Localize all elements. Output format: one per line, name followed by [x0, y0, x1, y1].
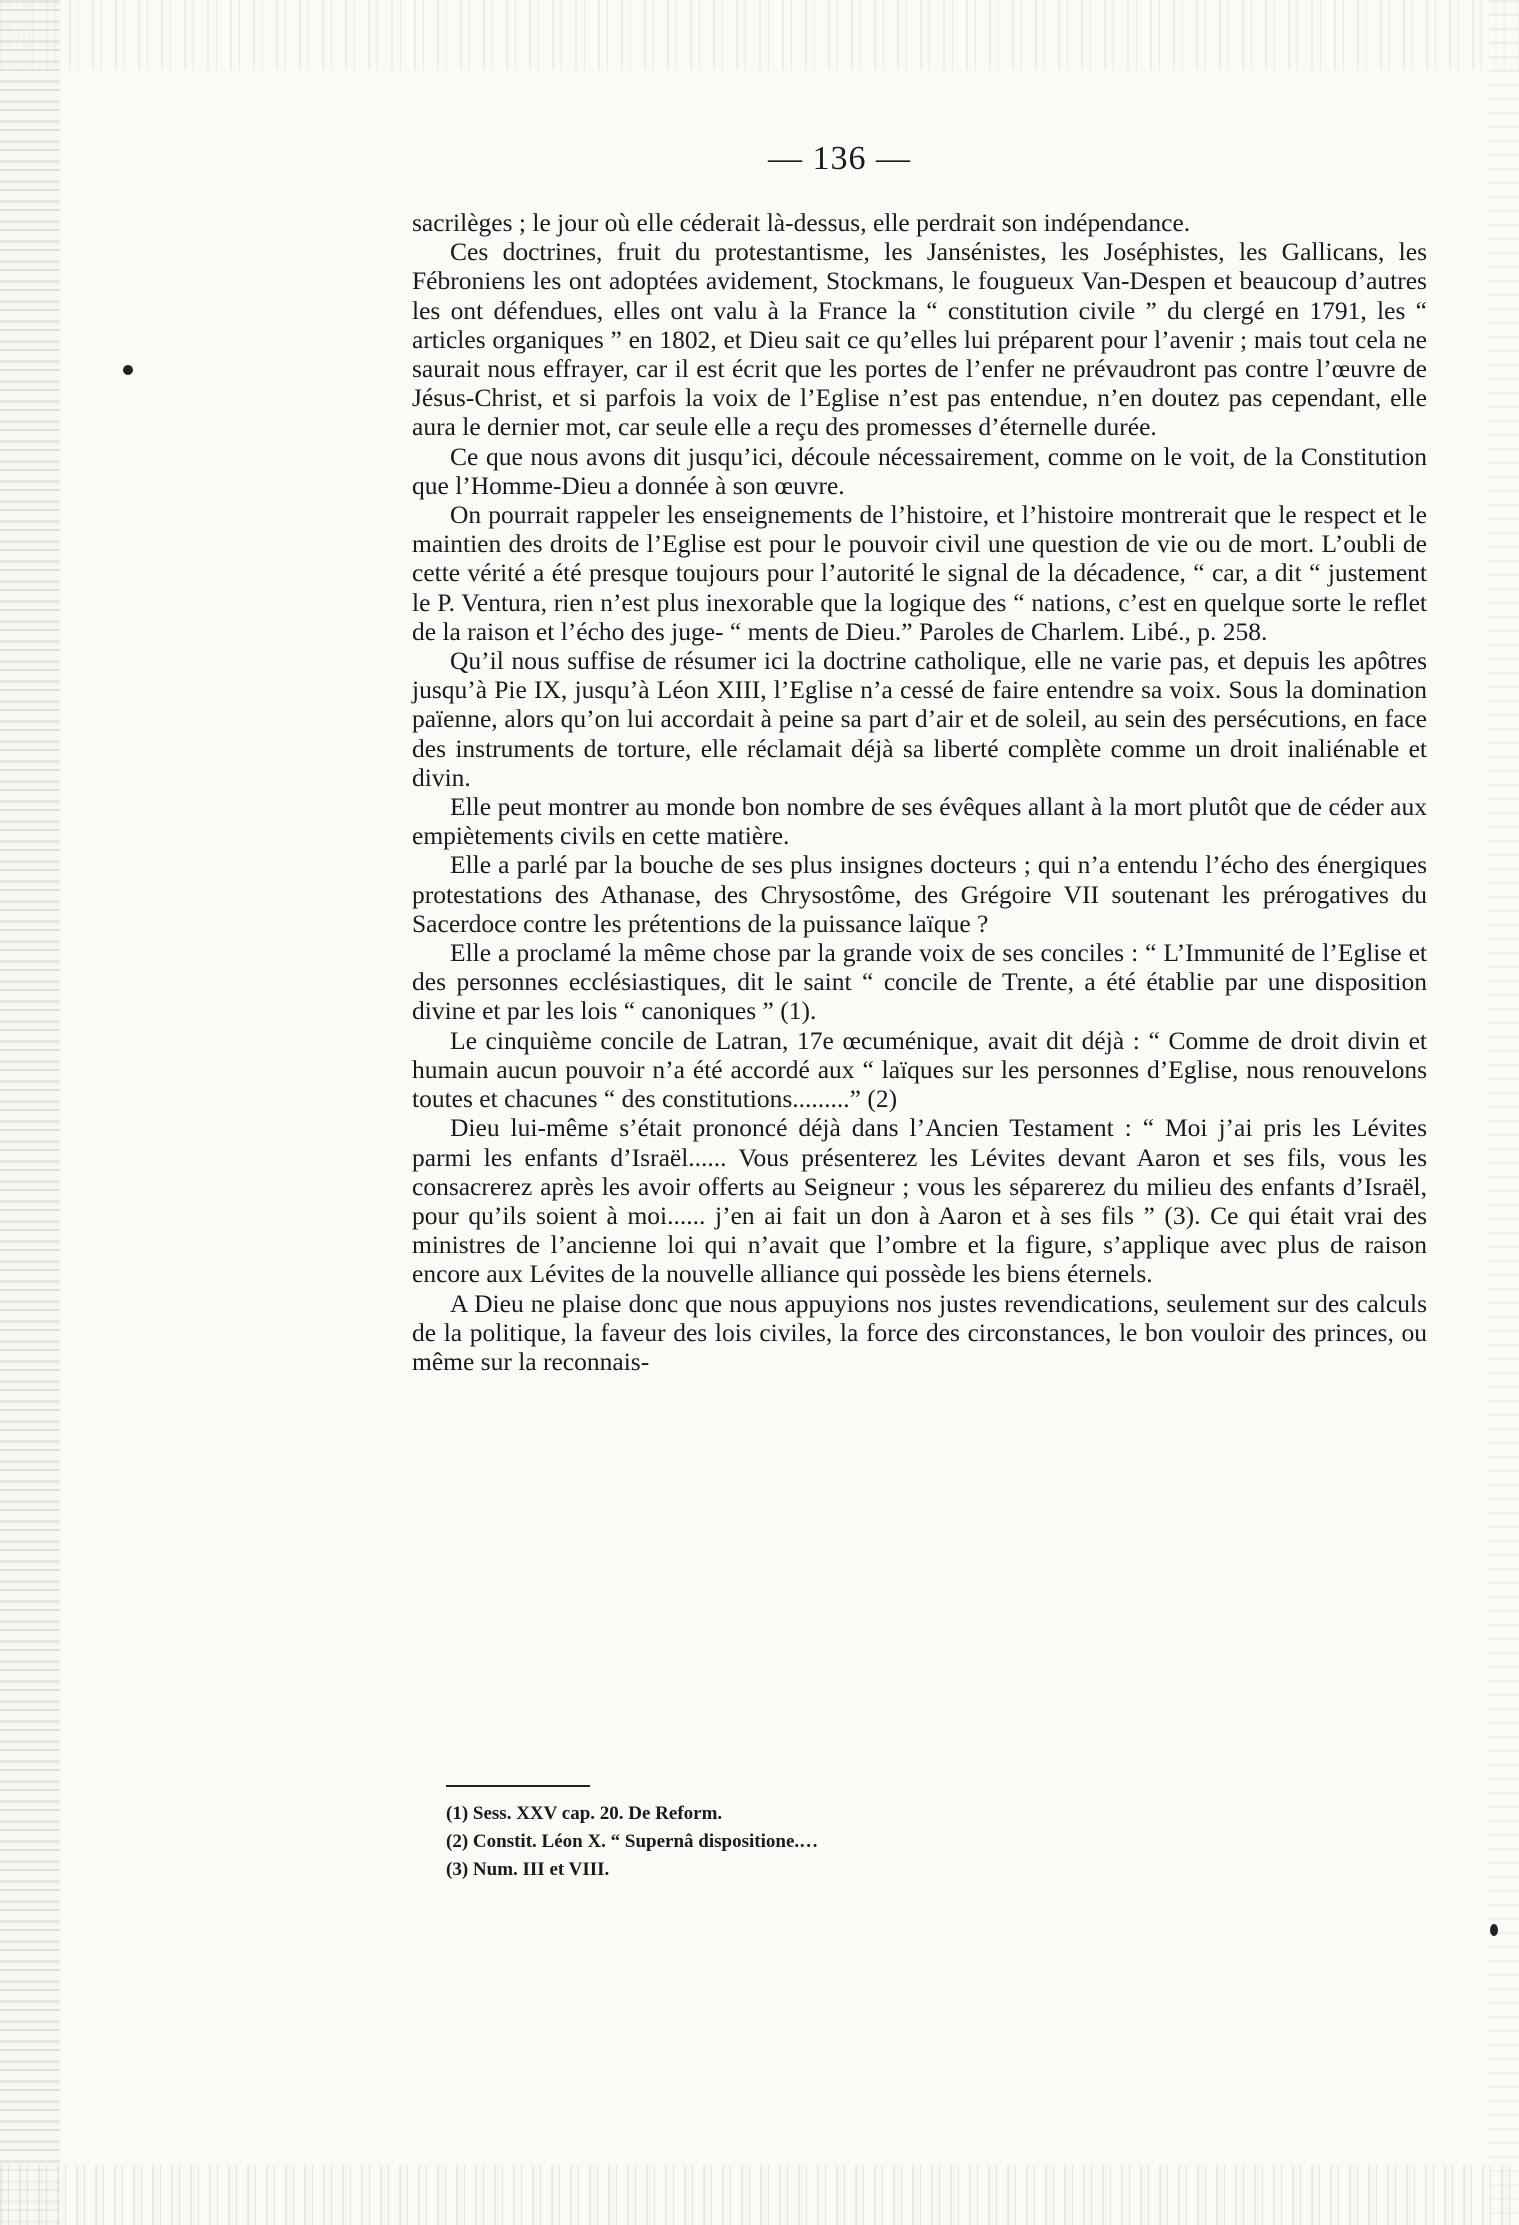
paragraph: Qu’il nous suffise de résumer ici la doctrine catholique, elle ne varie pas, et depuis les apôtres jusqu’à Pie IX, jusqu’à Léon XIII, l’Eglise n’a cessé de faire entendre sa voix. Sous la domination païenne, alors qu’on lui accordait à peine sa part d’air et de soleil, au sein des persécutions, en face des instruments de torture, elle réclamait déjà sa liberté complète comme un droit inaliénable et divin. — [412, 646, 1427, 792]
paragraph: sacrilèges ; le jour où elle céderait là-dessus, elle perdrait son indépendance. — [412, 208, 1191, 237]
footnotes — [446, 1800, 1146, 1884]
footnote: (3) Num. III et VIII. — [446, 1859, 610, 1880]
paragraph: Ce que nous avons dit jusqu’ici, découle nécessairement, comme on le voit, de la Constitution que l’Homme-Dieu a donnée à son œuvre. — [412, 441, 1427, 500]
ink-spot — [123, 365, 133, 375]
paragraph: Elle peut montrer au monde bon nombre de ses évêques allant à la mort plutôt que de céder aux empiètements civils en cette matière. — [412, 792, 1427, 851]
page-number: — 136 — — [768, 140, 911, 177]
ink-spot — [1490, 1924, 1498, 1936]
footnote: (2) Constit. Léon X. “ Supernâ dispositione.… — [446, 1831, 819, 1852]
scan-border-right — [1489, 0, 1519, 2225]
paragraph: Dieu lui-même s’était prononcé déjà dans l’Ancien Testament : “ Moi j’ai pris les Lévites parmi les enfants d’Israël...... Vous présenterez les Lévites devant Aaron et ses fils, vous les consacrerez après les avoir offerts au Seigneur ; vous les séparerez du milieu des enfants d’Israël, pour qu’ils soient à moi...... j’en ai fait un don à Aaron et à ses fils ” (3). Ce qui était vrai des ministres de l’ancienne loi qui n’avait que l’ombre et la figure, s’applique avec plus de raison encore aux Lévites de la nouvelle alliance qui possède les biens éternels. — [412, 1113, 1427, 1289]
paragraph: A Dieu ne plaise donc que nous appuyions nos justes revendications, seulement sur des calculs de la politique, la faveur des lois civiles, la force des circonstances, le bon vouloir des princes, ou même sur la reconnais- — [412, 1288, 1427, 1376]
paragraph: Elle a parlé par la bouche de ses plus insignes docteurs ; qui n’a entendu l’écho des énergiques protestations des Athanase, des Chrysostôme, des Grégoire VII soutenant les prérogatives du Sacerdoce contre les prétentions de la puissance laïque ? — [412, 850, 1427, 938]
paragraph: Le cinquième concile de Latran, 17e œcuménique, avait dit déjà : “ Comme de droit divin et humain aucun pouvoir n’a été accordé aux “ laïques sur les personnes d’Eglise, nous renouvelons toutes et chacunes “ des constitutions.........” (2) — [412, 1025, 1427, 1114]
body-text — [412, 208, 1427, 1376]
paragraph: Elle a proclamé la même chose par la grande voix de ses conciles : “ L’Immunité de l’Eglise et des personnes ecclésiastiques, dit le saint “ concile de Trente, a été établie par une disposition divine et par les lois “ canoniques ” (1). — [412, 938, 1427, 1026]
scan-border-top — [0, 0, 1519, 70]
paragraph: Ces doctrines, fruit du protestantisme, les Jansénistes, les Joséphistes, les Gallicans, les Fébroniens les ont adoptées avidement, Stockmans, le fougueux Van-Despen et beaucoup d’autres les ont défendues, elles ont valu à la France la “ constitution civile ” du clergé en 1791, les “ articles organiques ” en 1802, et Dieu sait ce qu’elles lui préparent pour l’avenir ; mais tout cela ne saurait nous effrayer, car il est écrit que les portes de l’enfer ne prévaudront pas contre l’œuvre de Jésus-Christ, et si parfois la voix de l’Eglise n’est pas entendue, n’en doutez pas cependant, elle aura le dernier mot, car seule elle a reçu des promesses d’éternelle durée. — [412, 237, 1427, 442]
footnote-rule — [446, 1785, 590, 1787]
scan-border-bottom — [0, 2165, 1519, 2225]
footnote: (1) Sess. XXV cap. 20. De Reform. — [446, 1803, 723, 1824]
paragraph: On pourrait rappeler les enseignements de l’histoire, et l’histoire montrerait que le respect et le maintien des droits de l’Eglise est pour le pouvoir civil une question de vie ou de mort. L’oubli de cette vérité a été presque toujours pour l’autorité le signal de la décadence, “ car, a dit “ justement le P. Ventura, rien n’est plus inexorable que la logique des “ nations, c’est en quelque sorte le reflet de la raison et l’écho des juge- “ ments de Dieu.” Paroles de Charlem. Libé., p. 258. — [412, 500, 1427, 646]
scan-border-left — [0, 0, 60, 2225]
